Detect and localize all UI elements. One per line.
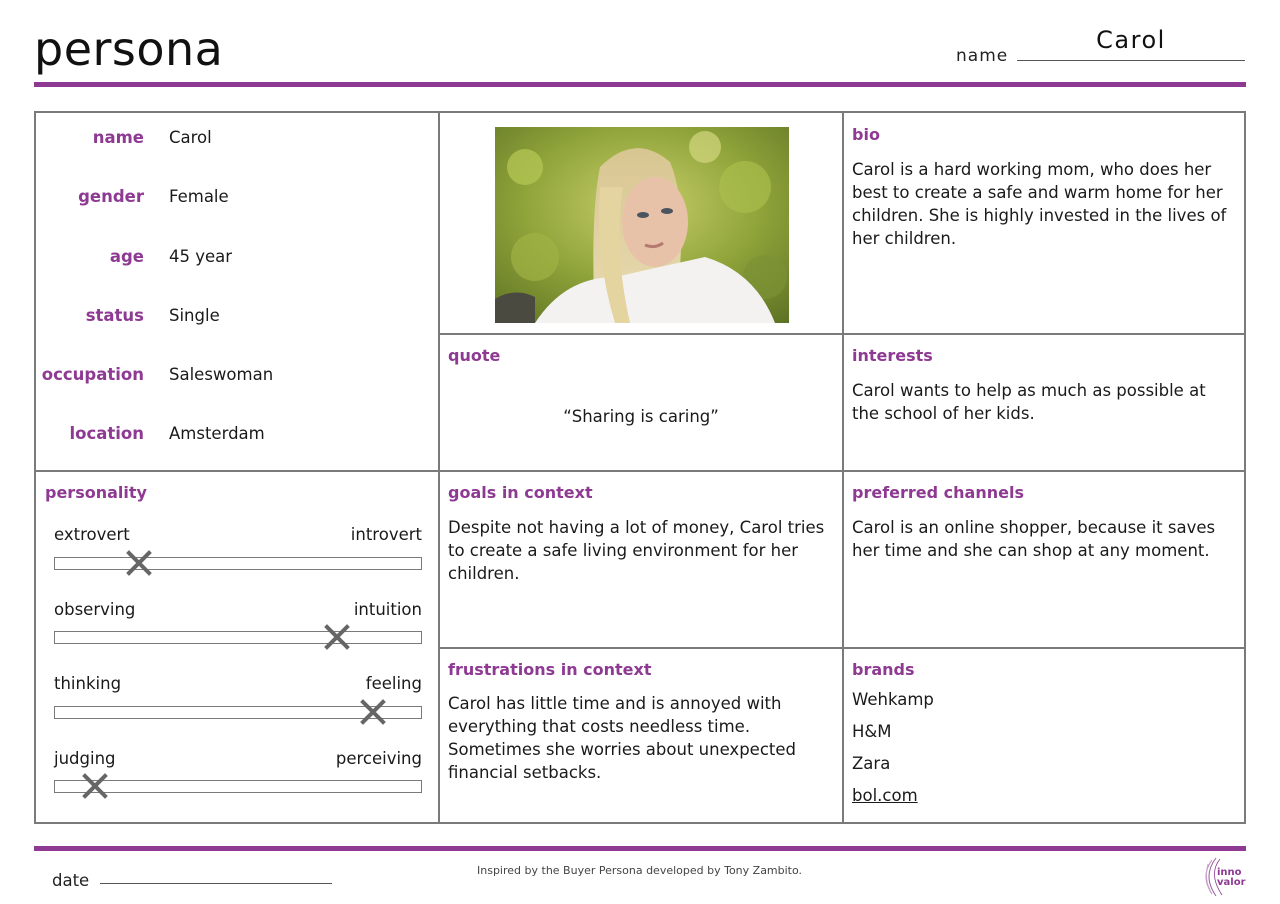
svg-text:inno: inno: [1217, 867, 1242, 878]
scale-marker-x-icon[interactable]: [125, 549, 153, 577]
scale-right-label: introvert: [350, 525, 422, 544]
bio-text: Carol is a hard working mom, who does her best to create a safe and warm home for her children. She is highly invested in the lives of her children.: [852, 160, 1227, 248]
page-title: persona: [34, 22, 224, 76]
frustrations-panel: [448, 660, 834, 784]
personality-heading: personality: [45, 483, 147, 502]
channels-heading: preferred channels: [852, 483, 1024, 502]
bio-heading: bio: [852, 125, 880, 144]
grid-divider: [438, 113, 440, 822]
credit-text: Inspired by the Buyer Persona developed by Tony Zambito.: [477, 864, 803, 877]
interests-heading: interests: [852, 346, 933, 365]
personality-scale-extrovert-introvert[interactable]: [54, 557, 422, 570]
demographic-label: occupation: [41, 365, 144, 384]
scale-right-label: perceiving: [335, 749, 422, 768]
demographic-row-age: [36, 247, 436, 271]
quote-panel: [448, 346, 834, 466]
portrait-image: [495, 127, 789, 323]
brands-heading: brands: [852, 660, 915, 679]
date-field-underline[interactable]: [100, 883, 332, 884]
scale-left-label: extrovert: [54, 525, 130, 544]
demographic-row-location: [36, 424, 436, 448]
scale-marker-x-icon[interactable]: [81, 772, 109, 800]
grid-divider: [440, 333, 1244, 335]
svg-text:valor: valor: [1217, 877, 1246, 888]
goals-text: Despite not having a lot of money, Carol tries to create a safe living environment for her children.: [448, 518, 825, 583]
personality-scale-observing-intuition[interactable]: [54, 631, 422, 644]
scale-left-label: thinking: [54, 674, 122, 693]
demographic-row-occupation: [36, 365, 436, 389]
brand-item: H&M: [852, 722, 892, 741]
scale-left-label: observing: [54, 600, 136, 619]
frustrations-text: Carol has little time and is annoyed with everything that costs needless time. Sometimes she worries about unexpected financial setbacks.: [448, 694, 796, 782]
quote-text: “Sharing is caring”: [563, 407, 719, 426]
innovalor-logo: [1198, 856, 1248, 898]
footer-divider: [34, 846, 1246, 851]
persona-grid: [34, 111, 1246, 824]
demographic-row-status: [36, 306, 436, 330]
scale-marker-x-icon[interactable]: [359, 698, 387, 726]
logo-swirl-icon: [1198, 856, 1248, 898]
scale-right-label: intuition: [353, 600, 422, 619]
demographic-value[interactable]: Amsterdam: [169, 424, 265, 443]
frustrations-heading: frustrations in context: [448, 660, 652, 679]
demographic-value[interactable]: Single: [169, 306, 220, 325]
demographic-label: name: [92, 128, 144, 147]
personality-scale-thinking-feeling[interactable]: [54, 706, 422, 719]
bio-panel: [852, 125, 1236, 250]
scale-right-label: feeling: [365, 674, 422, 693]
brand-item: Wehkamp: [852, 690, 934, 709]
demographic-row-gender: [36, 187, 436, 211]
header-divider: [34, 82, 1246, 87]
channels-panel: [852, 483, 1236, 562]
demographics-panel: [36, 113, 438, 470]
name-field-label: name: [956, 46, 1009, 66]
interests-text: Carol wants to help as much as possible at the school of her kids.: [852, 381, 1206, 423]
brands-panel: [852, 660, 1236, 815]
goals-heading: goals in context: [448, 483, 593, 502]
demographic-value[interactable]: Carol: [169, 128, 212, 147]
personality-scale-judging-perceiving[interactable]: [54, 780, 422, 793]
interests-panel: [852, 346, 1236, 425]
date-field-label: date: [52, 871, 90, 890]
brand-item: Zara: [852, 754, 891, 773]
persona-photo: [495, 127, 789, 323]
goals-panel: [448, 483, 834, 585]
brands-list: [852, 687, 1236, 815]
brand-link[interactable]: bol.com: [852, 786, 918, 805]
grid-divider: [842, 113, 844, 822]
personality-panel: [36, 472, 438, 822]
demographic-label: status: [85, 306, 144, 325]
demographic-label: location: [69, 424, 144, 443]
grid-divider: [440, 647, 1244, 649]
demographic-label: age: [109, 247, 144, 266]
demographic-value[interactable]: 45 year: [169, 247, 233, 266]
scale-marker-x-icon[interactable]: [323, 623, 351, 651]
demographic-label: gender: [78, 187, 144, 206]
name-field-underline: [1017, 60, 1245, 61]
demographic-value[interactable]: Saleswoman: [169, 365, 274, 384]
name-field-value[interactable]: Carol: [1096, 26, 1166, 54]
demographic-row-name: [36, 128, 436, 152]
quote-heading: quote: [448, 346, 501, 365]
demographic-value[interactable]: Female: [169, 187, 229, 206]
channels-text: Carol is an online shopper, because it saves her time and she can shop at any moment.: [852, 518, 1216, 560]
scale-left-label: judging: [54, 749, 116, 768]
